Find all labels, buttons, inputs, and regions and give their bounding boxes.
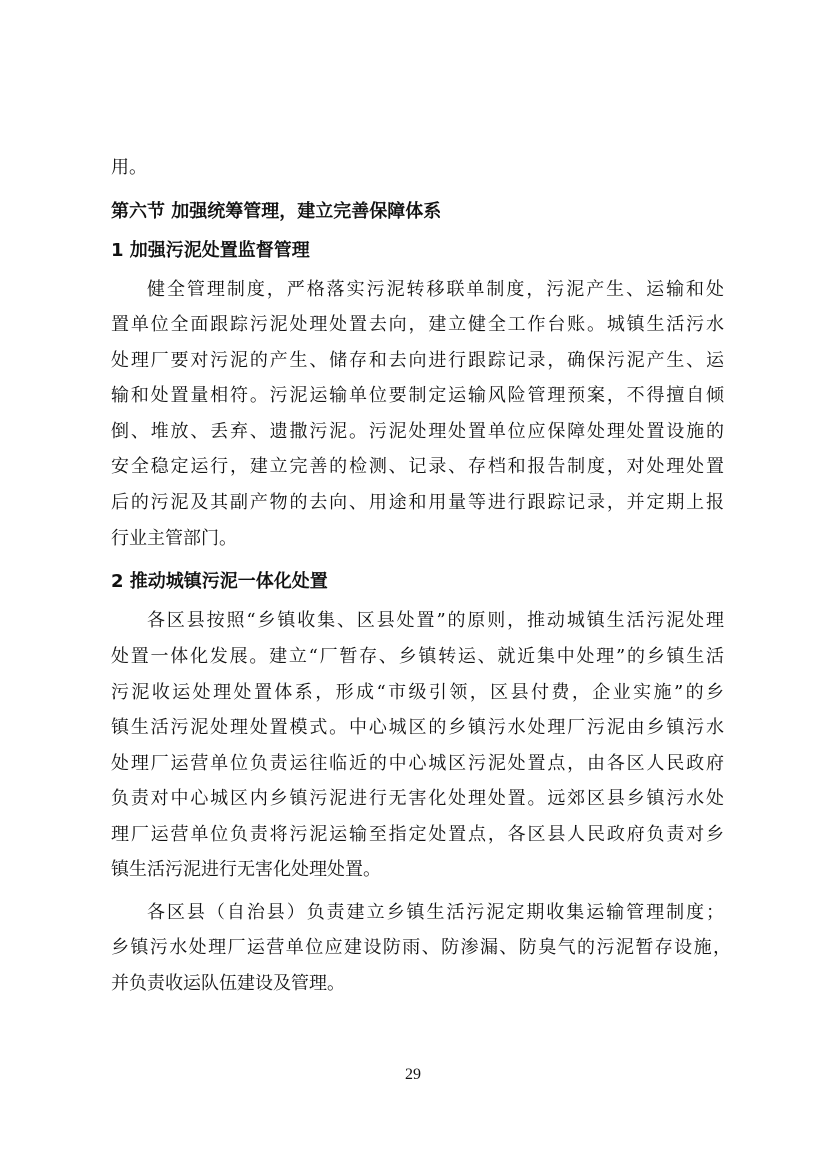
text-line: 污泥收运处理处置体系，形成“市级引领，区县付费，企业实施”的乡 [111, 682, 724, 703]
text-line: 处置一体化发展。建立“厂暂存、乡镇转运、就近集中处理”的乡镇生活 [111, 646, 724, 667]
text-line: 并负责收运队伍建设及管理。 [111, 973, 345, 994]
page-number: 29 [405, 1066, 421, 1083]
text-line: 行业主管部门。 [111, 528, 237, 549]
subsection-heading: 1 加强污泥处置监督管理 [111, 240, 310, 261]
text-line: 负责对中心城区内乡镇污泥进行无害化处理处置。远郊区县乡镇污水处 [111, 788, 724, 809]
text-line: 理厂运营单位负责将污泥运输至指定处置点，各区县人民政府负责对乡 [111, 824, 724, 845]
text-line: 用。 [111, 157, 147, 178]
text-line: 乡镇污水处理厂运营单位应建设防雨、防渗漏、防臭气的污泥暂存设施， [111, 937, 731, 958]
text-line: 处理厂运营单位负责运往临近的中心城区污泥处置点，由各区人民政府 [111, 753, 724, 774]
text-line: 各区县（自治县）负责建立乡镇生活污泥定期收集运输管理制度； [147, 902, 724, 923]
subsection-heading: 2 推动城镇污泥一体化处置 [111, 571, 328, 592]
text-line: 各区县按照“乡镇收集、区县处置”的原则，推动城镇生活污泥处理 [147, 610, 724, 631]
text-line: 处理厂要对污泥的产生、储存和去向进行跟踪记录，确保污泥产生、运 [111, 350, 724, 371]
text-line: 置单位全面跟踪污泥处理处置去向，建立健全工作台账。城镇生活污水 [111, 314, 724, 335]
text-line: 后的污泥及其副产物的去向、用途和用量等进行跟踪记录，并定期上报 [111, 492, 724, 513]
section-heading: 第六节 加强统筹管理，建立完善保障体系 [111, 201, 442, 222]
text-line: 输和处置量相符。污泥运输单位要制定运输风险管理预案，不得擅自倾 [111, 385, 724, 406]
text-line: 镇生活污泥进行无害化处理处置。 [111, 859, 381, 880]
text-line: 倒、堆放、丢弃、遗撒污泥。污泥处理处置单位应保障处理处置设施的 [111, 421, 724, 442]
text-line: 镇生活污泥处理处置模式。中心城区的乡镇污水处理厂污泥由乡镇污水 [111, 717, 724, 738]
text-line: 健全管理制度，严格落实污泥转移联单制度，污泥产生、运输和处 [147, 279, 724, 300]
text-line: 安全稳定运行，建立完善的检测、记录、存档和报告制度，对处理处置 [111, 456, 724, 477]
